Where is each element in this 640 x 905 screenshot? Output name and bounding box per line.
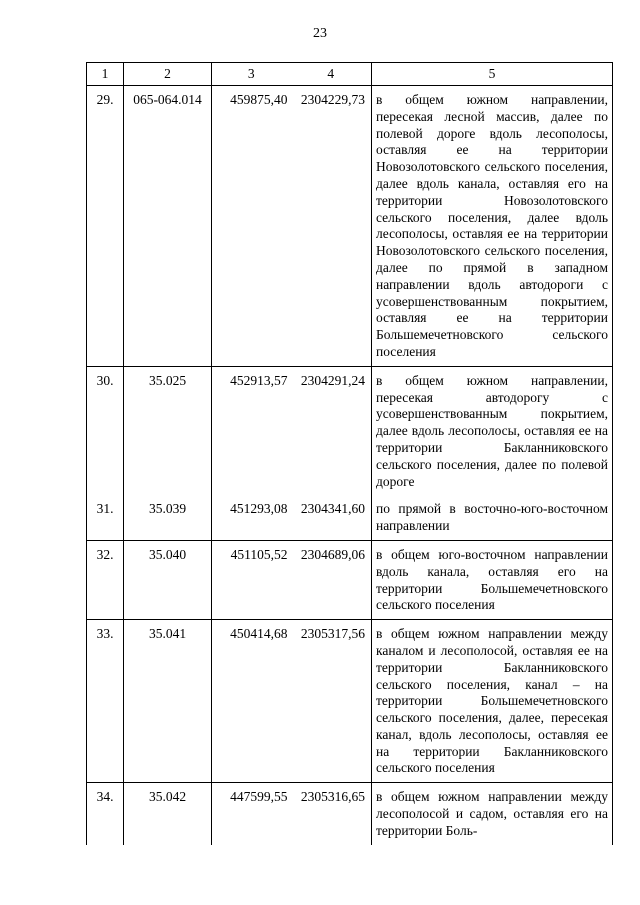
point-code: 35.041 [124,620,212,783]
row-number: 31. [87,495,124,540]
boundary-description: по прямой в восточно-юго-восточном направлении [372,495,613,540]
coord-x: 447599,55 [212,783,291,845]
point-code: 35.039 [124,495,212,540]
table-header-row [87,63,613,86]
coord-x: 452913,57 [212,366,291,495]
header-col-4: 4 [291,63,372,86]
coord-x: 450414,68 [212,620,291,783]
boundary-description: в общем южном направлении между лесополосой и садом, оставляя его на территории Боль- [372,783,613,845]
point-code: 35.040 [124,540,212,619]
header-col-3: 3 [212,63,291,86]
row-number: 33. [87,620,124,783]
coord-y: 2304291,24 [291,366,372,495]
table-row [87,495,613,540]
header-col-5: 5 [372,63,613,86]
point-code: 065-064.014 [124,86,212,367]
coord-y: 2304341,60 [291,495,372,540]
table-row [87,86,613,367]
page-number: 23 [313,26,327,41]
point-code: 35.025 [124,366,212,495]
table-row [87,366,613,495]
boundary-description: в общем южном направлении, пересекая автодорогу с усовершенствованным покрытием, далее вдоль лесополосы, оставляя ее на территории Бакланниковского сельского поселения, далее по полевой дороге [372,366,613,495]
table-row [87,540,613,619]
point-code: 35.042 [124,783,212,845]
boundary-description: в общем южном направлении, пересекая лесной массив, далее по полевой дороге вдоль лесополосы, оставляя ее на территории Новозолотовского сельского поселения, далее вдоль канала, оставляя его на территории Новозолотовского сельского поселения, далее вдоль лесополосы, оставляя ее на территории Новозолотовского сельского поселения, далее по прямой в западном направлении вдоль автодороги с усовершенствованным покрытием, оставляя ее на территории Большемечетновского сельского поселения [372,86,613,367]
boundary-coordinates-table [86,62,613,845]
boundary-description: в общем южном направлении между каналом и лесополосой, оставляя ее на территории Бакланниковского сельского поселения, канал – на территории Большемечетновского сельского поселения, далее, пересекая канал, вдоль лесополосы, оставляя ее на территории Бакланниковского сельского поселения [372,620,613,783]
coord-y: 2304689,06 [291,540,372,619]
header-col-1: 1 [87,63,124,86]
coord-y: 2304229,73 [291,86,372,367]
row-number: 32. [87,540,124,619]
row-number: 30. [87,366,124,495]
table-row [87,620,613,783]
table-row [87,783,613,845]
coord-y: 2305316,65 [291,783,372,845]
coord-x: 451293,08 [212,495,291,540]
boundary-description: в общем юго-восточном направлении вдоль канала, оставляя его на территории Большемечетновского сельского поселения [372,540,613,619]
row-number: 29. [87,86,124,367]
header-col-2: 2 [124,63,212,86]
coord-x: 459875,40 [212,86,291,367]
row-number: 34. [87,783,124,845]
coord-y: 2305317,56 [291,620,372,783]
coord-x: 451105,52 [212,540,291,619]
